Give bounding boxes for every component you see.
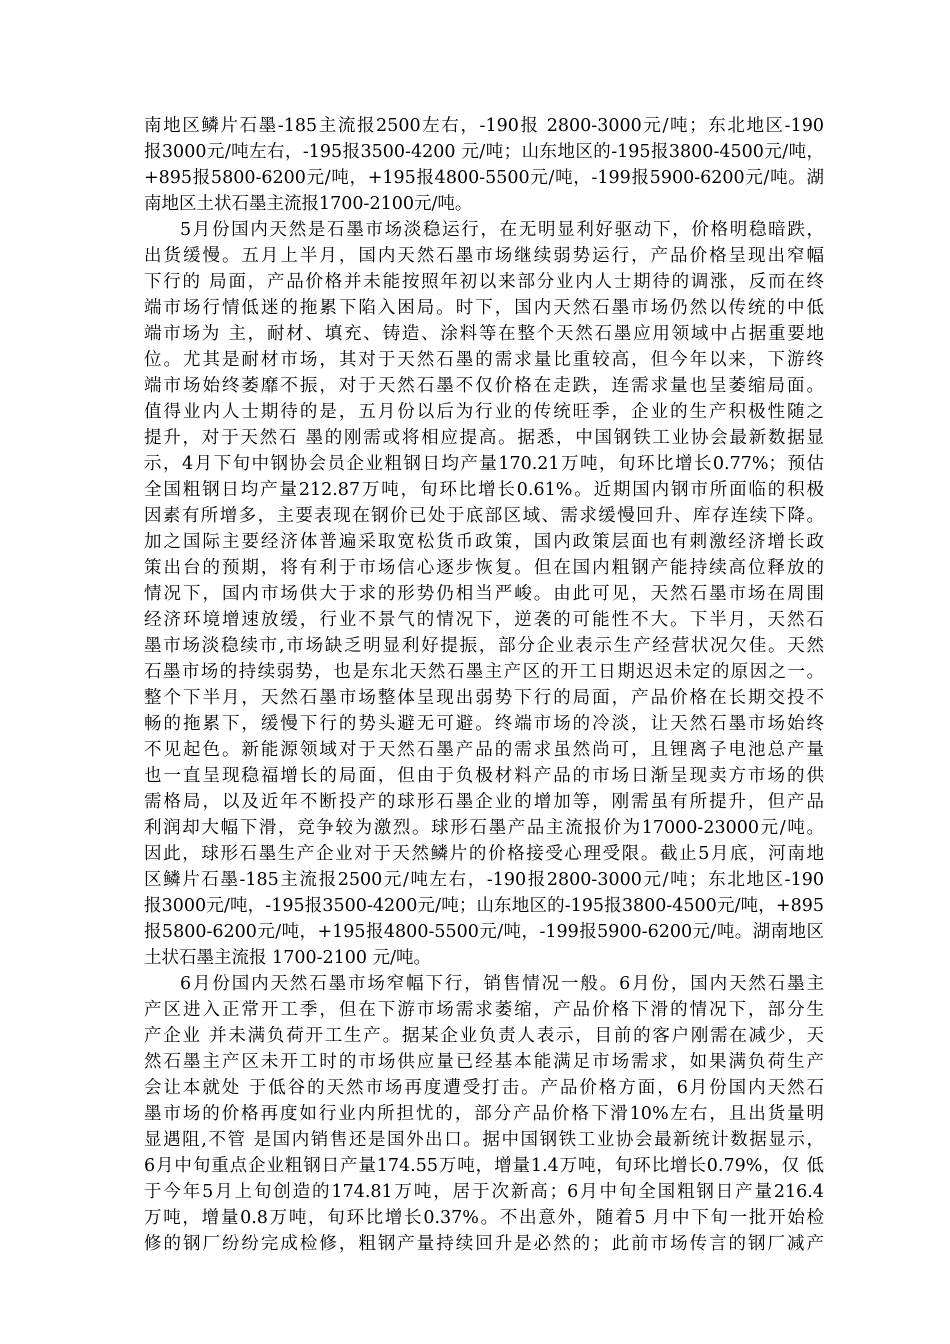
text-line: 万吨，增量0.8万吨，旬环比增长0.37%。不出意外，随着5 月中下旬一批开始检: [144, 1208, 824, 1228]
text-line: 经济环境增速放缓，行业不景气的情况下，逆袭的可能性不大。下半月，天然石: [144, 610, 824, 630]
text-line: 畅的拖累下，缓慢下行的势头避无可避。终端市场的冷淡，让天然石墨市场始终: [144, 714, 824, 734]
text-line: 5月份国内天然是石墨市场淡稳运行，在无明显利好驱动下，价格明稳暗跌，: [180, 220, 824, 240]
text-line: 产企业 并未满负荷开工生产。据某企业负责人表示，目前的客户刚需在减少，天: [144, 1026, 824, 1046]
text-line: 示，4月下旬中钢协会员企业粗钢日均产量170.21万吨，旬环比增长0.77%；预估: [144, 454, 824, 474]
text-line: 不见起色。新能源领域对于天然石墨产品的需求虽然尚可，且锂离子电池总产量: [144, 740, 824, 760]
text-line: 会让本就处 于低谷的天然市场再度遭受打击。产品价格方面，6月份国内天然石: [144, 1078, 824, 1098]
text-line: 也一直呈现稳福增长的局面，但由于负极材料产品的市场日渐呈现卖方市场的供: [144, 766, 824, 786]
text-line: 端市场始终萎靡不振，对于天然石墨不仅价格在走跌，连需求量也呈萎缩局面。: [144, 376, 824, 396]
text-line: 墨市场淡稳续市,市场缺乏明显利好提振，部分企业表示生产经营状况欠佳。天然: [144, 636, 824, 656]
text-line: 整个下半月，天然石墨市场整体呈现出弱势下行的局面，产品价格在长期交投不: [144, 688, 824, 708]
text-line: 需格局，以及近年不断投产的球形石墨企业的增加等，刚需虽有所提升，但产品: [144, 792, 824, 812]
text-line: 石墨市场的持续弱势，也是东北天然石墨主产区的开工日期迟迟未定的原因之一。: [144, 662, 824, 682]
text-line: 位。尤其是耐材市场，其对于天然石墨的需求量比重较高，但今年以来，下游终: [144, 350, 824, 370]
text-line: 加之国际主要经济体普遍采取宽松货币政策，国内政策层面也有刺激经济增长政: [144, 532, 824, 552]
document-body: [144, 113, 824, 1257]
text-line: 全国粗钢日均产量212.87万吨，旬环比增长0.61%。近期国内钢市所面临的积极: [144, 480, 824, 500]
text-line: 下行的 局面，产品价格并未能按照年初以来部分业内人士期待的调涨，反而在终: [144, 272, 824, 292]
text-line: 因此，球形石墨生产企业对于天然鳞片的价格接受心理受限。截止5月底，河南地: [144, 844, 824, 864]
text-line: 提升，对于天然石 墨的刚需或将相应提高。据悉，中国钢铁工业协会最新数据显: [144, 428, 824, 448]
text-line: 出货缓慢。五月上半月，国内天然石墨市场继续弱势运行，产品价格呈现出窄幅: [144, 246, 824, 266]
text-line: 利润却大幅下滑，竞争较为激烈。球形石墨产品主流报价为17000-23000元/吨。: [144, 818, 824, 838]
text-line: 6月中旬重点企业粗钢日产量174.55万吨，增量1.4万吨，旬环比增长0.79%，仅 低: [144, 1156, 824, 1176]
text-line: +895报5800-6200元/吨，+195报4800-5500元/吨，-199报5900-6200元/吨。湖: [144, 168, 824, 188]
text-line: 值得业内人士期待的是，五月份以后为行业的传统旺季，企业的生产积极性随之: [144, 402, 824, 422]
text-line: 因素有所增多，主要表现在钢价已处于底部区域、需求缓慢回升、库存连续下降。: [144, 506, 824, 526]
text-line: 土状石墨主流报 1700-2100 元/吨。: [144, 948, 432, 968]
text-line: 端市场为 主，耐材、填充、铸造、涂料等在整个天然石墨应用领域中占据重要地: [144, 324, 824, 344]
paragraph: [144, 217, 824, 971]
text-line: 产区进入正常开工季，但在下游市场需求萎缩，产品价格下滑的情况下，部分生: [144, 1000, 824, 1020]
text-line: 于今年5月上旬创造的174.81万吨，居于次新高；6月中旬全国粗钢日产量216.4: [144, 1182, 824, 1202]
text-line: 区鳞片石墨-185主流报2500元/吨左右，-190报2800-3000元/吨；东北地区-190: [144, 870, 824, 890]
paragraph: [144, 971, 824, 1257]
paragraph: [144, 113, 824, 217]
text-line: 报3000元/吨，-195报3500-4200元/吨；山东地区的-195报3800-4500元/吨，+895: [144, 896, 824, 916]
text-line: 情况下，国内市场供大于求的形势仍相当严峻。由此可见，天然石墨市场在周围: [144, 584, 824, 604]
text-line: 墨市场的价格再度如行业内所担忧的，部分产品价格下滑10%左右，且出货量明: [144, 1104, 824, 1124]
text-line: 然石墨主产区未开工时的市场供应量已经基本能满足市场需求，如果满负荷生产: [144, 1052, 824, 1072]
text-line: 南地区土状石墨主流报1700-2100元/吨。: [144, 194, 473, 214]
text-line: 端市场行情低迷的拖累下陷入困局。时下，国内天然石墨市场仍然以传统的中低: [144, 298, 824, 318]
text-line: 报3000元/吨左右，-195报3500-4200 元/吨；山东地区的-195报3800-4500元/吨，: [144, 142, 824, 162]
text-line: 显遇阻,不管 是国内销售还是国外出口。据中国钢铁工业协会最新统计数据显示，: [144, 1130, 824, 1150]
text-line: 南地区鳞片石墨-185主流报2500左右，-190报 2800-3000元/吨；东北地区-190: [144, 116, 824, 136]
text-line: 策出台的预期，将有利于市场信心逐步恢复。但在国内粗钢产能持续高位释放的: [144, 558, 824, 578]
text-line: 修的钢厂纷纷完成检修，粗钢产量持续回升是必然的；此前市场传言的钢厂减产: [144, 1234, 824, 1254]
text-line: 6月份国内天然石墨市场窄幅下行，销售情况一般。6月份，国内天然石墨主: [180, 974, 824, 994]
text-line: 报5800-6200元/吨，+195报4800-5500元/吨，-199报5900-6200元/吨。湖南地区: [144, 922, 824, 942]
